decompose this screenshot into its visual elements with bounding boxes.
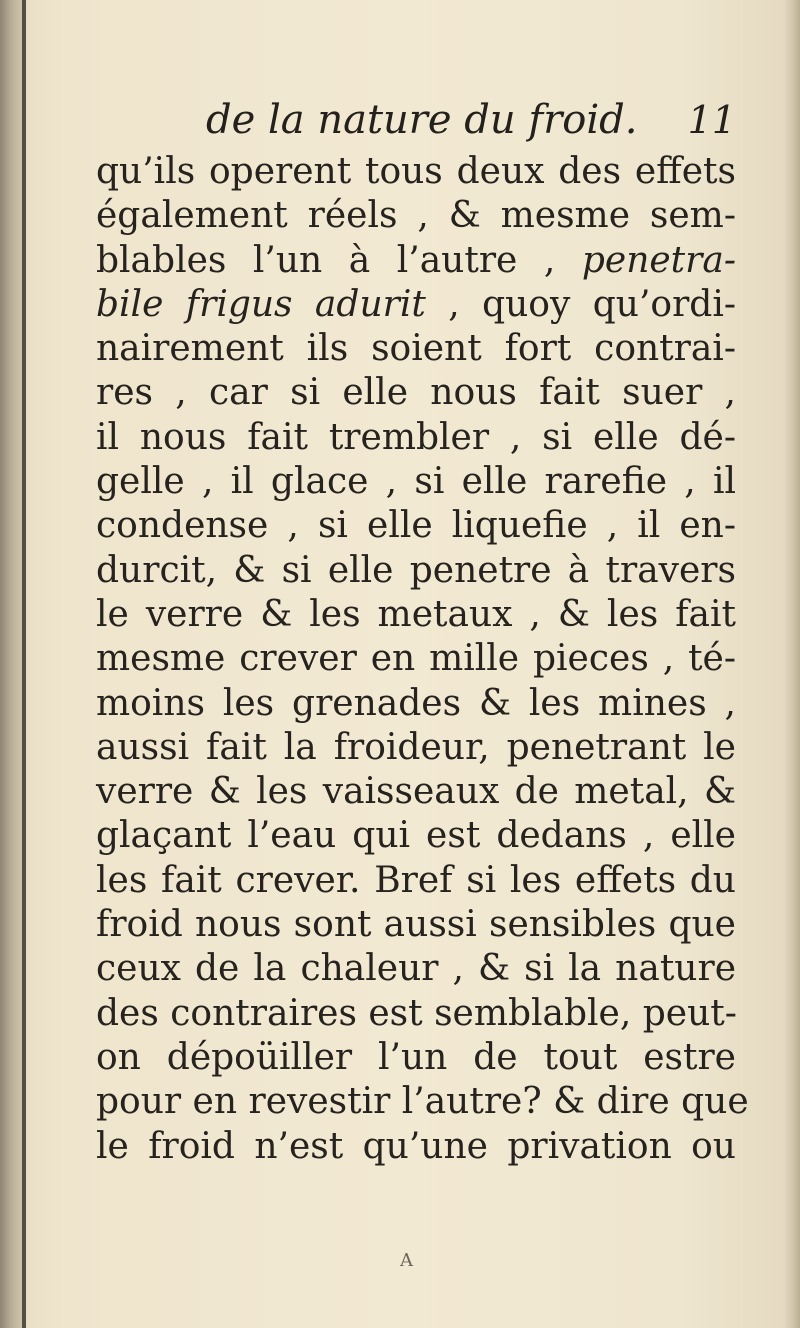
text-line-1: qu’ils operent tous deux des effets xyxy=(96,151,736,192)
page-number: 11 xyxy=(687,98,736,142)
text-line-22: pour en revestir l’autre? & dire que xyxy=(96,1081,749,1123)
text-line-4 xyxy=(96,283,736,327)
page-edge xyxy=(784,0,800,1328)
text-line-4-roman: , quoy qu’ordi- xyxy=(425,283,737,325)
binding-shadow xyxy=(22,0,26,1328)
text-line-21: on dépoüiller l’un de tout estre xyxy=(96,1036,736,1078)
text-line-16: glaçant l’eau qui est dedans , elle xyxy=(96,815,736,857)
running-head: de la nature du froid. xyxy=(206,97,638,143)
italic-latin-quote-end: bile frigus adurit xyxy=(96,283,426,325)
page-header xyxy=(96,92,736,152)
text-line-13: moins les grenades & les mines , xyxy=(96,682,736,724)
text-line-23: le froid n’est qu’une privation ou xyxy=(96,1125,736,1167)
text-line-12: mesme crever en mille pieces , té- xyxy=(96,638,736,680)
text-line-2: également réels , & mesme sem- xyxy=(96,195,736,237)
text-line-10: durcit, & si elle penetre à travers xyxy=(96,549,736,591)
text-line-5: nairement ils soient fort contrai- xyxy=(96,328,736,370)
text-line-6: res , car si elle nous fait suer , xyxy=(96,372,736,414)
body-text xyxy=(96,150,749,1169)
text-line-3 xyxy=(96,239,736,283)
text-line-9: condense , si elle liquefie , il en- xyxy=(96,505,736,547)
text-line-17: les fait crever. Bref si les effets du xyxy=(96,859,736,901)
text-line-8: gelle , il glace , si elle rarefie , il xyxy=(96,461,736,503)
italic-latin-quote-start: penetra- xyxy=(581,239,736,281)
text-line-11: le verre & les metaux , & les fait xyxy=(96,593,736,635)
text-line-3-roman: blables l’un à l’autre , xyxy=(96,239,556,281)
signature-mark: A xyxy=(400,1250,413,1271)
text-line-20: des contraires est semblable, peut- xyxy=(96,992,737,1034)
text-line-19: ceux de la chaleur , & si la nature xyxy=(96,948,736,990)
text-line-15: verre & les vaisseaux de metal, & xyxy=(96,771,736,813)
text-line-18: froid nous sont aussi sensibles que xyxy=(96,904,736,946)
text-line-7: il nous fait trembler , si elle dé- xyxy=(96,416,736,458)
text-line-14: aussi fait la froideur, penetrant le xyxy=(96,726,736,768)
